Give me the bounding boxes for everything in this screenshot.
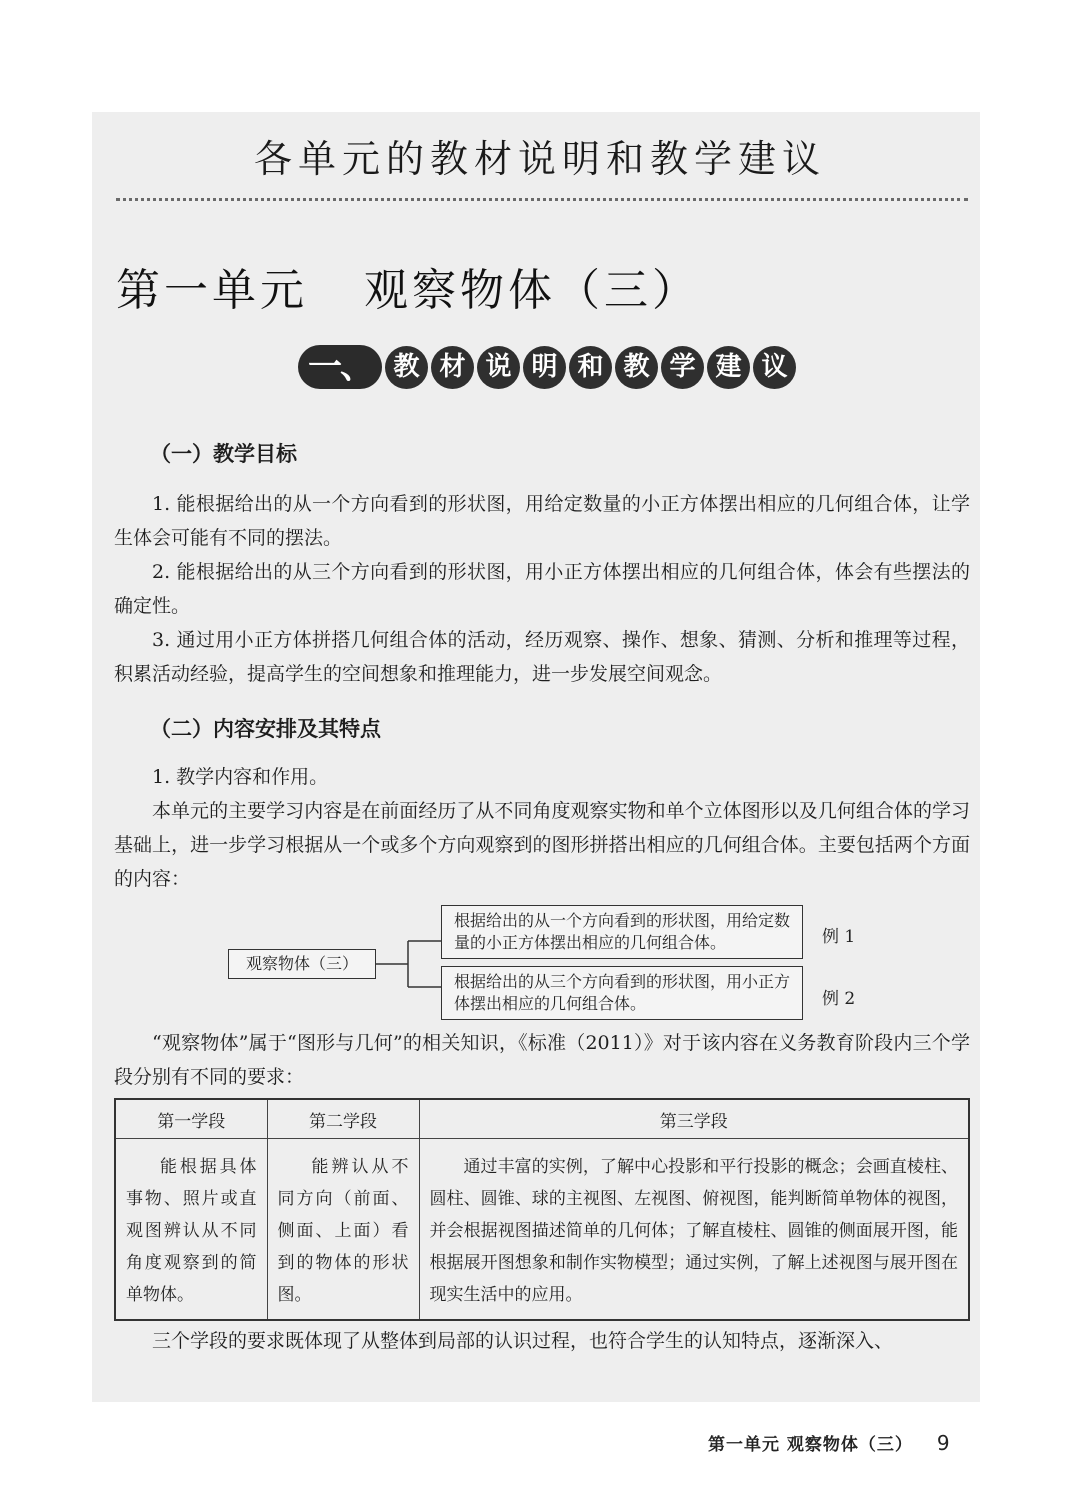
unit-title xyxy=(116,254,700,318)
table-cell: 通过丰富的实例，了解中心投影和平行投影的概念；会画直棱柱、圆柱、圆锥、球的主视图、左视图、俯视图，能判断简单物体的视图，并会根据视图描述简单的几何体；了解直棱柱、圆锥的侧面展开图，能根据展开图想象和制作实物模型；通过实例，了解上述视图与展开图在现实生活中的应用。 xyxy=(419,1139,969,1321)
banner-char: 说 xyxy=(477,346,520,389)
banner-char: 和 xyxy=(569,346,612,389)
banner-char: 教 xyxy=(385,346,428,389)
diagram-example-1: 例 1 xyxy=(822,927,856,947)
banner-char: 教 xyxy=(615,346,658,389)
diagram-branch-1: 根据给出的从一个方向看到的形状图，用给定数量的小正方体摆出相应的几何组合体。 xyxy=(441,905,803,959)
table-header: 第三学段 xyxy=(419,1099,969,1139)
table-cell: 能根据具体事物、照片或直观图辨认从不同角度观察到的简单物体。 xyxy=(115,1139,267,1321)
banner-prefix: 一、 xyxy=(298,345,382,389)
table-header: 第一学段 xyxy=(115,1099,267,1139)
standard-paragraph: “观察物体”属于“图形与几何”的相关知识，《标准（2011）》对于该内容在义务教育阶段内三个学段分别有不同的要求： xyxy=(114,1032,970,1088)
table-row xyxy=(115,1139,969,1321)
dotted-divider xyxy=(116,198,968,201)
page-footer xyxy=(708,1430,951,1455)
requirements-table xyxy=(114,1098,970,1321)
banner-char: 学 xyxy=(661,346,704,389)
section-heading-goals: （一）教学目标 xyxy=(150,442,297,466)
diagram-example-2: 例 2 xyxy=(822,989,856,1009)
content-subheading: 1. 教学内容和作用。 xyxy=(152,766,329,788)
table-cell: 能辨认从不同方向（前面、侧面、上面）看到的物体的形状图。 xyxy=(267,1139,419,1321)
page-number: 9 xyxy=(936,1431,951,1455)
table-header-row xyxy=(115,1099,969,1139)
diagram-root-box: 观察物体（三） xyxy=(228,949,376,979)
content-intro: 本单元的主要学习内容是在前面经历了从不同角度观察实物和单个立体图形以及几何组合体的学习基础上，进一步学习根据从一个或多个方向观察到的图形拼搭出相应的几何组合体。主要包括两个方面的内容： xyxy=(114,800,970,890)
table-header: 第二学段 xyxy=(267,1099,419,1139)
book-section-title: 各单元的教材说明和教学建议 xyxy=(253,137,826,181)
banner-char: 材 xyxy=(431,346,474,389)
section-heading-content: （二）内容安排及其特点 xyxy=(150,717,381,741)
banner-char: 议 xyxy=(753,346,796,389)
running-head: 第一单元 观察物体（三） xyxy=(708,1435,913,1455)
diagram-branch-2: 根据给出的从三个方向看到的形状图，用小正方体摆出相应的几何组合体。 xyxy=(441,966,803,1020)
unit-name: 观察物体（三） xyxy=(364,265,700,316)
goal-item-2: 2. 能根据给出的从三个方向看到的形状图，用小正方体摆出相应的几何组合体，体会有些摆法的确定性。 xyxy=(114,561,970,617)
section-banner xyxy=(298,343,796,391)
closing-paragraph: 三个学段的要求既体现了从整体到局部的认识过程，也符合学生的认知特点，逐渐深入、 xyxy=(152,1330,894,1352)
goal-item-1: 1. 能根据给出的从一个方向看到的形状图，用给定数量的小正方体摆出相应的几何组合体，让学生体会可能有不同的摆法。 xyxy=(114,493,970,549)
goal-item-3: 3. 通过用小正方体拼搭几何组合体的活动，经历观察、操作、想象、猜测、分析和推理等过程，积累活动经验，提高学生的空间想象和推理能力，进一步发展空间观念。 xyxy=(114,629,970,685)
banner-char: 明 xyxy=(523,346,566,389)
unit-number: 第一单元 xyxy=(116,265,308,316)
banner-char: 建 xyxy=(707,346,750,389)
